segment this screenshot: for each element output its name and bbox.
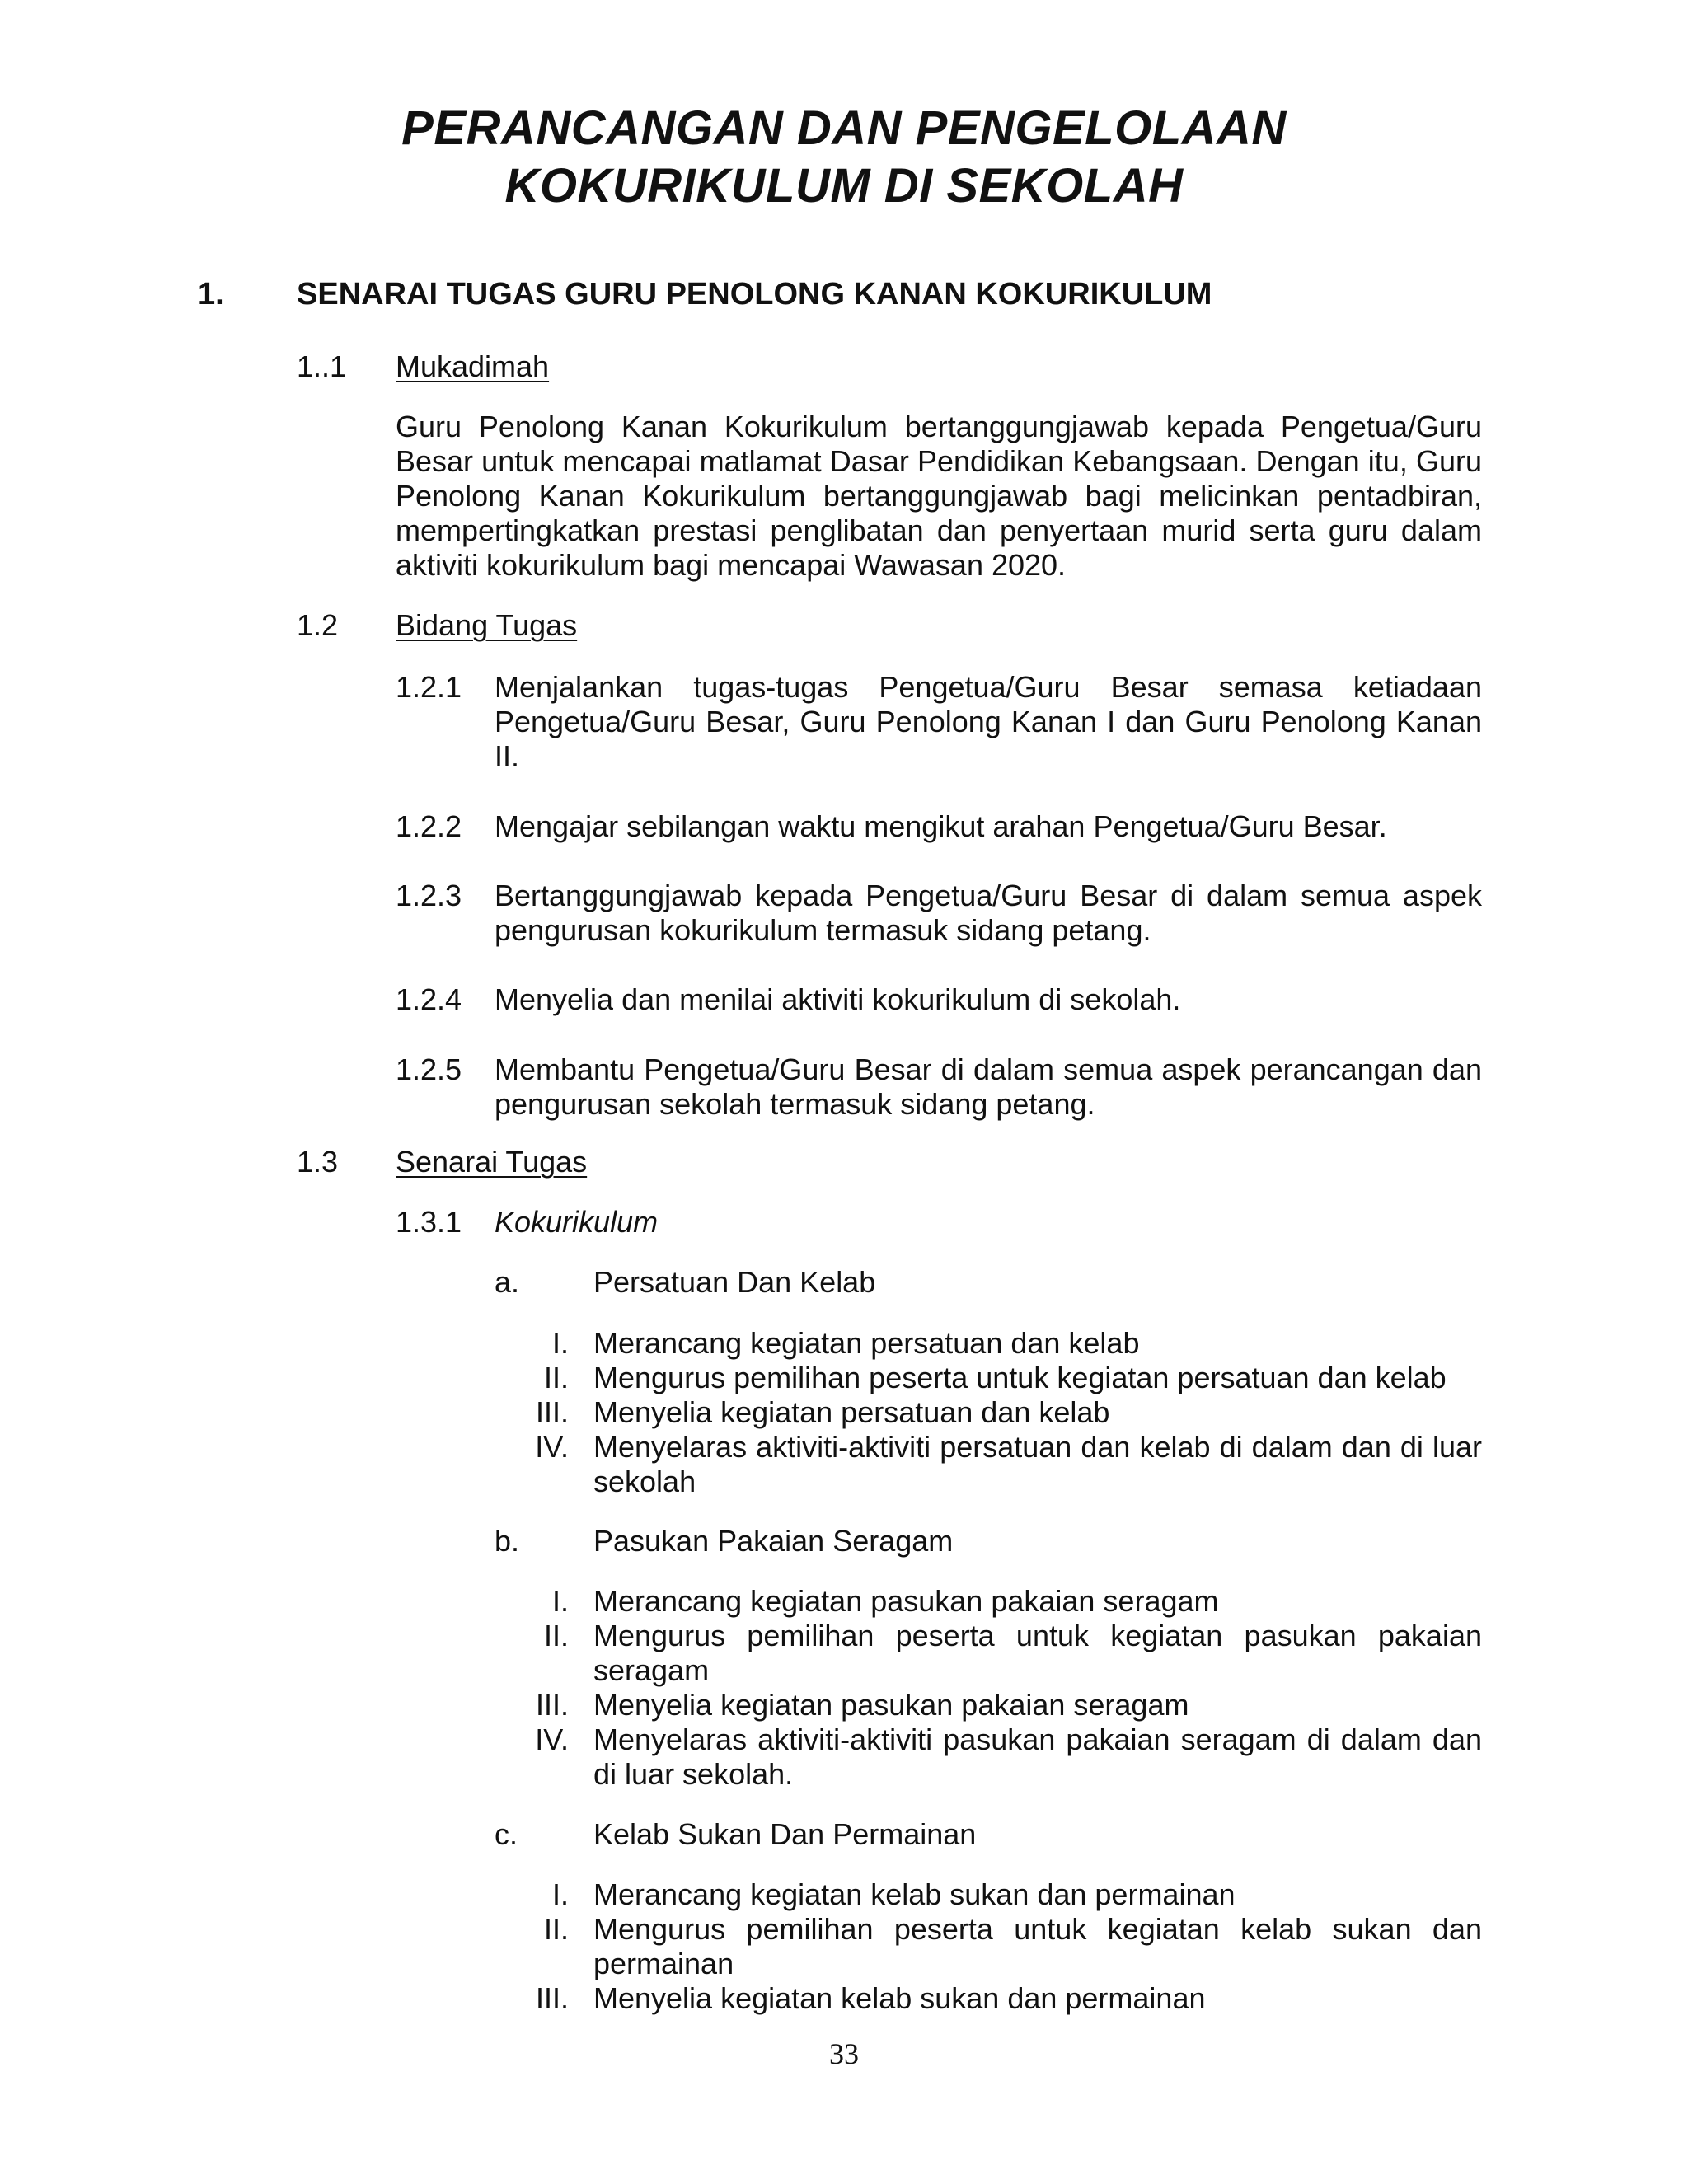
document-title-line-1: PERANCANGAN DAN PENGELOLAAN (401, 101, 1287, 155)
roman-numeral: III. (535, 1981, 569, 2015)
group-item-text: Menyelaras aktiviti-aktiviti pasukan pakaian seragam di dalam dan di luar sekolah. (593, 1722, 1482, 1791)
group-letter: b. (495, 1524, 520, 1558)
group-title: Persatuan Dan Kelab (593, 1265, 876, 1299)
group-letter: a. (495, 1265, 520, 1299)
list-item-number: 1.2.3 (396, 879, 462, 912)
page-number: 33 (829, 2037, 859, 2070)
group-letter: c. (495, 1817, 518, 1851)
list-item-number: 1.2.5 (396, 1052, 462, 1086)
list-item-text: Menyelia dan menilai aktiviti kokurikulum di sekolah. (495, 982, 1181, 1016)
section-title: SENARAI TUGAS GURU PENOLONG KANAN KOKURIKULUM (297, 277, 1212, 312)
roman-numeral: II. (543, 1912, 569, 1946)
group-item-text: Menyelaras aktiviti-aktiviti persatuan dan kelab di dalam dan di luar sekolah (593, 1430, 1482, 1498)
sub-subsection-number: 1.3.1 (396, 1205, 462, 1239)
subsection-heading-bidang-tugas: Bidang Tugas (396, 608, 578, 642)
list-item-number: 1.2.2 (396, 809, 462, 843)
group-item-text: Menyelia kegiatan persatuan dan kelab (593, 1395, 1110, 1429)
sub-subsection-heading: Kokurikulum (495, 1205, 659, 1239)
roman-numeral: III. (535, 1395, 569, 1429)
group-item-text: Menyelia kegiatan kelab sukan dan permainan (593, 1981, 1206, 2015)
list-item-text: Membantu Pengetua/Guru Besar di dalam semua aspek perancangan dan pengurusan sekolah termasuk sidang petang. (495, 1052, 1482, 1121)
group-item-text: Mengurus pemilihan peserta untuk kegiatan persatuan dan kelab (593, 1361, 1447, 1394)
subsection-number-senarai-tugas: 1.3 (297, 1145, 339, 1179)
list-item-text: Bertanggungjawab kepada Pengetua/Guru Besar di dalam semua aspek pengurusan kokurikulum termasuk sidang petang. (495, 879, 1482, 947)
group-title: Pasukan Pakaian Seragam (593, 1524, 954, 1558)
group-item-text: Merancang kegiatan pasukan pakaian seragam (593, 1584, 1219, 1618)
roman-numeral: I. (551, 1326, 569, 1360)
roman-numeral: II. (543, 1361, 569, 1394)
document-title-line-2: KOKURIKULUM DI SEKOLAH (504, 159, 1184, 213)
roman-numeral: II. (543, 1619, 569, 1652)
subsection-heading-senarai-tugas: Senarai Tugas (396, 1145, 588, 1179)
roman-numeral: III. (535, 1688, 569, 1722)
group-item-text: Merancang kegiatan kelab sukan dan permainan (593, 1877, 1236, 1911)
roman-numeral: I. (551, 1584, 569, 1618)
group-item-text: Merancang kegiatan persatuan dan kelab (593, 1326, 1140, 1360)
list-item-number: 1.2.1 (396, 670, 462, 704)
roman-numeral: IV. (535, 1430, 569, 1464)
subsection-number-mukadimah: 1..1 (297, 349, 347, 383)
subsection-number-bidang-tugas: 1.2 (297, 608, 339, 642)
list-item-text: Menjalankan tugas-tugas Pengetua/Guru Besar semasa ketiadaan Pengetua/Guru Besar, Guru Penolong Kanan I dan Guru Penolong Kanan II. (495, 670, 1482, 773)
list-item-text: Mengajar sebilangan waktu mengikut arahan Pengetua/Guru Besar. (495, 809, 1387, 843)
subsection-heading-mukadimah: Mukadimah (396, 349, 550, 383)
group-item-text: Mengurus pemilihan peserta untuk kegiatan kelab sukan dan permainan (593, 1912, 1482, 1980)
group-item-text: Mengurus pemilihan peserta untuk kegiatan pasukan pakaian seragam (593, 1619, 1482, 1687)
mukadimah-paragraph: Guru Penolong Kanan Kokurikulum bertanggungjawab kepada Pengetua/Guru Besar untuk mencapai matlamat Dasar Pendidikan Kebangsaan. Dengan itu, Guru Penolong Kanan Kokurikulum bertanggungjawab bagi melicinkan pentadbiran, mempertingkatkan prestasi penglibatan dan penyertaan murid serta guru dalam aktiviti kokurikulum bagi mencapai Wawasan 2020. (396, 410, 1482, 582)
group-title: Kelab Sukan Dan Permainan (593, 1817, 977, 1851)
roman-numeral: I. (551, 1877, 569, 1911)
roman-numeral: IV. (535, 1722, 569, 1756)
section-number: 1. (198, 277, 224, 312)
list-item-number: 1.2.4 (396, 982, 462, 1016)
group-item-text: Menyelia kegiatan pasukan pakaian seragam (593, 1688, 1189, 1722)
